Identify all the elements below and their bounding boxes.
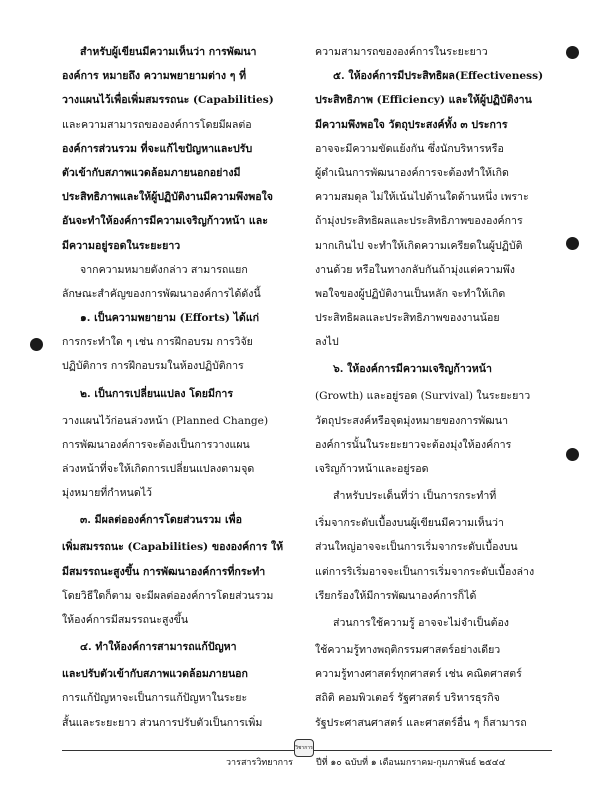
left-column-line: การพัฒนาองค์การจะต้องเป็นการวางแผน (62, 438, 250, 451)
right-column-line: งานด้วย หรือในทางกลับกันถ้ามุ่งแต่ความพึง (315, 263, 515, 276)
left-column-line: โดยวิธีใดก็ตาม จะมีผลต่อองค์การโดยส่วนรวม (62, 589, 274, 602)
binding-hole-mark (566, 448, 579, 461)
journal-name: วารสารวิทยาการ (226, 758, 293, 768)
left-column-line: สำหรับผู้เขียนมีความเห็นว่า การพัฒนา (80, 46, 257, 58)
right-column-line: องค์การนั้นในระยะยาวจะต้องมุ่งให้องค์การ (315, 438, 512, 451)
binding-hole-mark (566, 46, 579, 59)
right-column-line: ความรู้ทางศาสตร์ทุกศาสตร์ เช่น คณิตศาสตร์ (315, 668, 522, 681)
right-column-line: ประสิทธิภาพ (Efficiency) และให้ผู้ปฏิบัติงาน (315, 94, 532, 107)
right-column-line: พอใจของผู้ปฏิบัติงานเป็นหลัก จะทำให้เกิด (315, 287, 506, 300)
left-column-line: มีความอยู่รอดในระยะยาว (62, 239, 181, 252)
left-column-line: ๓. มีผลต่อองค์การโดยส่วนรวม เพื่อ (80, 514, 242, 527)
page-footer (62, 745, 552, 771)
left-column-line: ล่วงหน้าที่จะให้เกิดการเปลี่ยนแปลงตามจุด (62, 463, 255, 475)
right-column-line: รัฐประศาสนศาสตร์ และศาสตร์อื่น ๆ ก็สามารถ (315, 716, 527, 729)
right-column-line: มากเกินไป จะทำให้เกิดความเครียดในผู้ปฏิบัติ (315, 239, 523, 252)
left-column-line: สั้นและระยะยาว ส่วนการปรับตัวเป็นการเพิ่ม (62, 716, 263, 729)
left-column-line: การแก้ปัญหาจะเป็นการแก้ปัญหาในระยะ (62, 692, 248, 705)
left-column-line: ให้องค์การมีสมรรถนะสูงขึ้น (62, 613, 189, 626)
left-column-line: ๑. เป็นความพยายาม (Efforts) ได้แก่ (80, 312, 260, 325)
right-text-column (315, 40, 548, 735)
binding-hole-mark (30, 338, 43, 351)
left-column-line: วางแผนไว้เพื่อเพิ่มสมรรถนะ (Capabilities) (62, 94, 274, 107)
left-column-line: มีสมรรถนะสูงขึ้น การพัฒนาองค์การที่กระทำ (62, 565, 266, 578)
right-column-line: อาจจะมีความขัดแย้งกัน ซึ่งนักบริหารหรือ (315, 142, 504, 155)
left-column-line: วางแผนไว้ก่อนล่วงหน้า (Planned Change) (62, 414, 269, 427)
left-column-line: ลักษณะสำคัญของการพัฒนาองค์การได้ดังนี้ (62, 287, 261, 300)
right-column-line: ๖. ให้องค์การมีความเจริญก้าวหน้า (333, 363, 492, 376)
right-column-line: วัตถุประสงค์หรือจุดมุ่งหมายของการพัฒนา (315, 414, 509, 427)
right-column-line: ผู้ดำเนินการพัฒนาองค์การจะต้องทำให้เกิด (315, 166, 509, 179)
right-column-line: สำหรับประเด็นที่ว่า เป็นการกระทำที่ (333, 490, 497, 503)
right-column-line: (Growth) และอยู่รอด (Survival) ในระยะยาว (315, 390, 531, 403)
right-column-line: ความสามารถขององค์การในระยะยาว (315, 46, 488, 58)
right-column-line: ถ้ามุ่งประสิทธิผลและประสิทธิภาพขององค์การ (315, 215, 523, 228)
left-column-line: ปฏิบัติการ การฝึกอบรมในห้องปฏิบัติการ (62, 360, 244, 373)
right-column-line: มีความพึงพอใจ วัตถุประสงค์ทั้ง ๓ ประการ (315, 118, 508, 131)
right-column-line: เจริญก้าวหน้าและอยู่รอด (315, 463, 429, 475)
left-column-line: องค์การ หมายถึง ความพยายามต่าง ๆ ที่ (62, 70, 247, 83)
left-text-column (62, 40, 288, 735)
left-column-line: และความสามารถขององค์การโดยมีผลต่อ (62, 118, 252, 131)
left-column-line: องค์การส่วนรวม ที่จะแก้ไขปัญหาและปรับ (62, 142, 253, 155)
left-column-line: ๔. ทำให้องค์การสามารถแก้ปัญหา (80, 641, 237, 654)
right-column-line: เริ่มจากระดับเบื้องบนผู้เขียนมีความเห็นว่า (315, 517, 504, 530)
right-column-line: ส่วนใหญ่อาจจะเป็นการเริ่มจากระดับเบื้องบน (315, 541, 518, 554)
left-column-line: และปรับตัวเข้ากับสภาพแวดล้อมภายนอก (62, 668, 248, 681)
binding-hole-mark (566, 237, 579, 250)
right-column-line: เรียกร้องให้มีการพัฒนาองค์การก็ได้ (315, 589, 477, 602)
right-column-line: ส่วนการใช้ความรู้ อาจจะไม่จำเป็นต้อง (333, 616, 509, 629)
right-column-line: แต่การริเริ่มอาจจะเป็นการเริ่มจากระดับเบื้องล่าง (315, 565, 535, 578)
issue-info: ปีที่ ๑๐ ฉบับที่ ๑ เดือนมกราคม-กุมภาพันธ์ ๒๕๔๔ (316, 758, 506, 768)
left-column-line: ๒. เป็นการเปลี่ยนแปลง โดยมีการ (80, 387, 234, 400)
left-column-line: การกระทำใด ๆ เช่น การฝึกอบรม การวิจัย (62, 336, 253, 349)
left-column-line: ตัวเข้ากับสภาพแวดล้อมภายนอกอย่างมี (62, 166, 241, 179)
journal-logo: วิชาการ (294, 739, 314, 757)
right-column-line: ประสิทธิผลและประสิทธิภาพของงานน้อย (315, 312, 500, 325)
right-column-line: สถิติ คอมพิวเตอร์ รัฐศาสตร์ บริหารธุรกิจ (315, 692, 500, 705)
right-column-line: ความสมดุล ไม่ให้เน้นไปด้านใดด้านหนึ่ง เพราะ (315, 191, 529, 204)
left-column-line: มุ่งหมายที่กำหนดไว้ (62, 487, 153, 500)
right-column-line: ๕. ให้องค์การมีประสิทธิผล(Effectiveness) (333, 70, 544, 83)
left-column-line: เพิ่มสมรรถนะ (Capabilities) ขององค์การ ให้ (62, 541, 284, 554)
left-column-line: อันจะทำให้องค์การมีความเจริญก้าวหน้า และ (62, 215, 268, 228)
right-column-line: ใช้ความรู้ทางพฤติกรรมศาสตร์อย่างเดียว (315, 643, 501, 656)
right-column-line: ลงไป (315, 336, 339, 349)
left-column-line: จากความหมายดังกล่าว สามารถแยก (80, 263, 248, 276)
left-column-line: ประสิทธิภาพและให้ผู้ปฏิบัติงานมีความพึงพอใจ (62, 191, 273, 204)
